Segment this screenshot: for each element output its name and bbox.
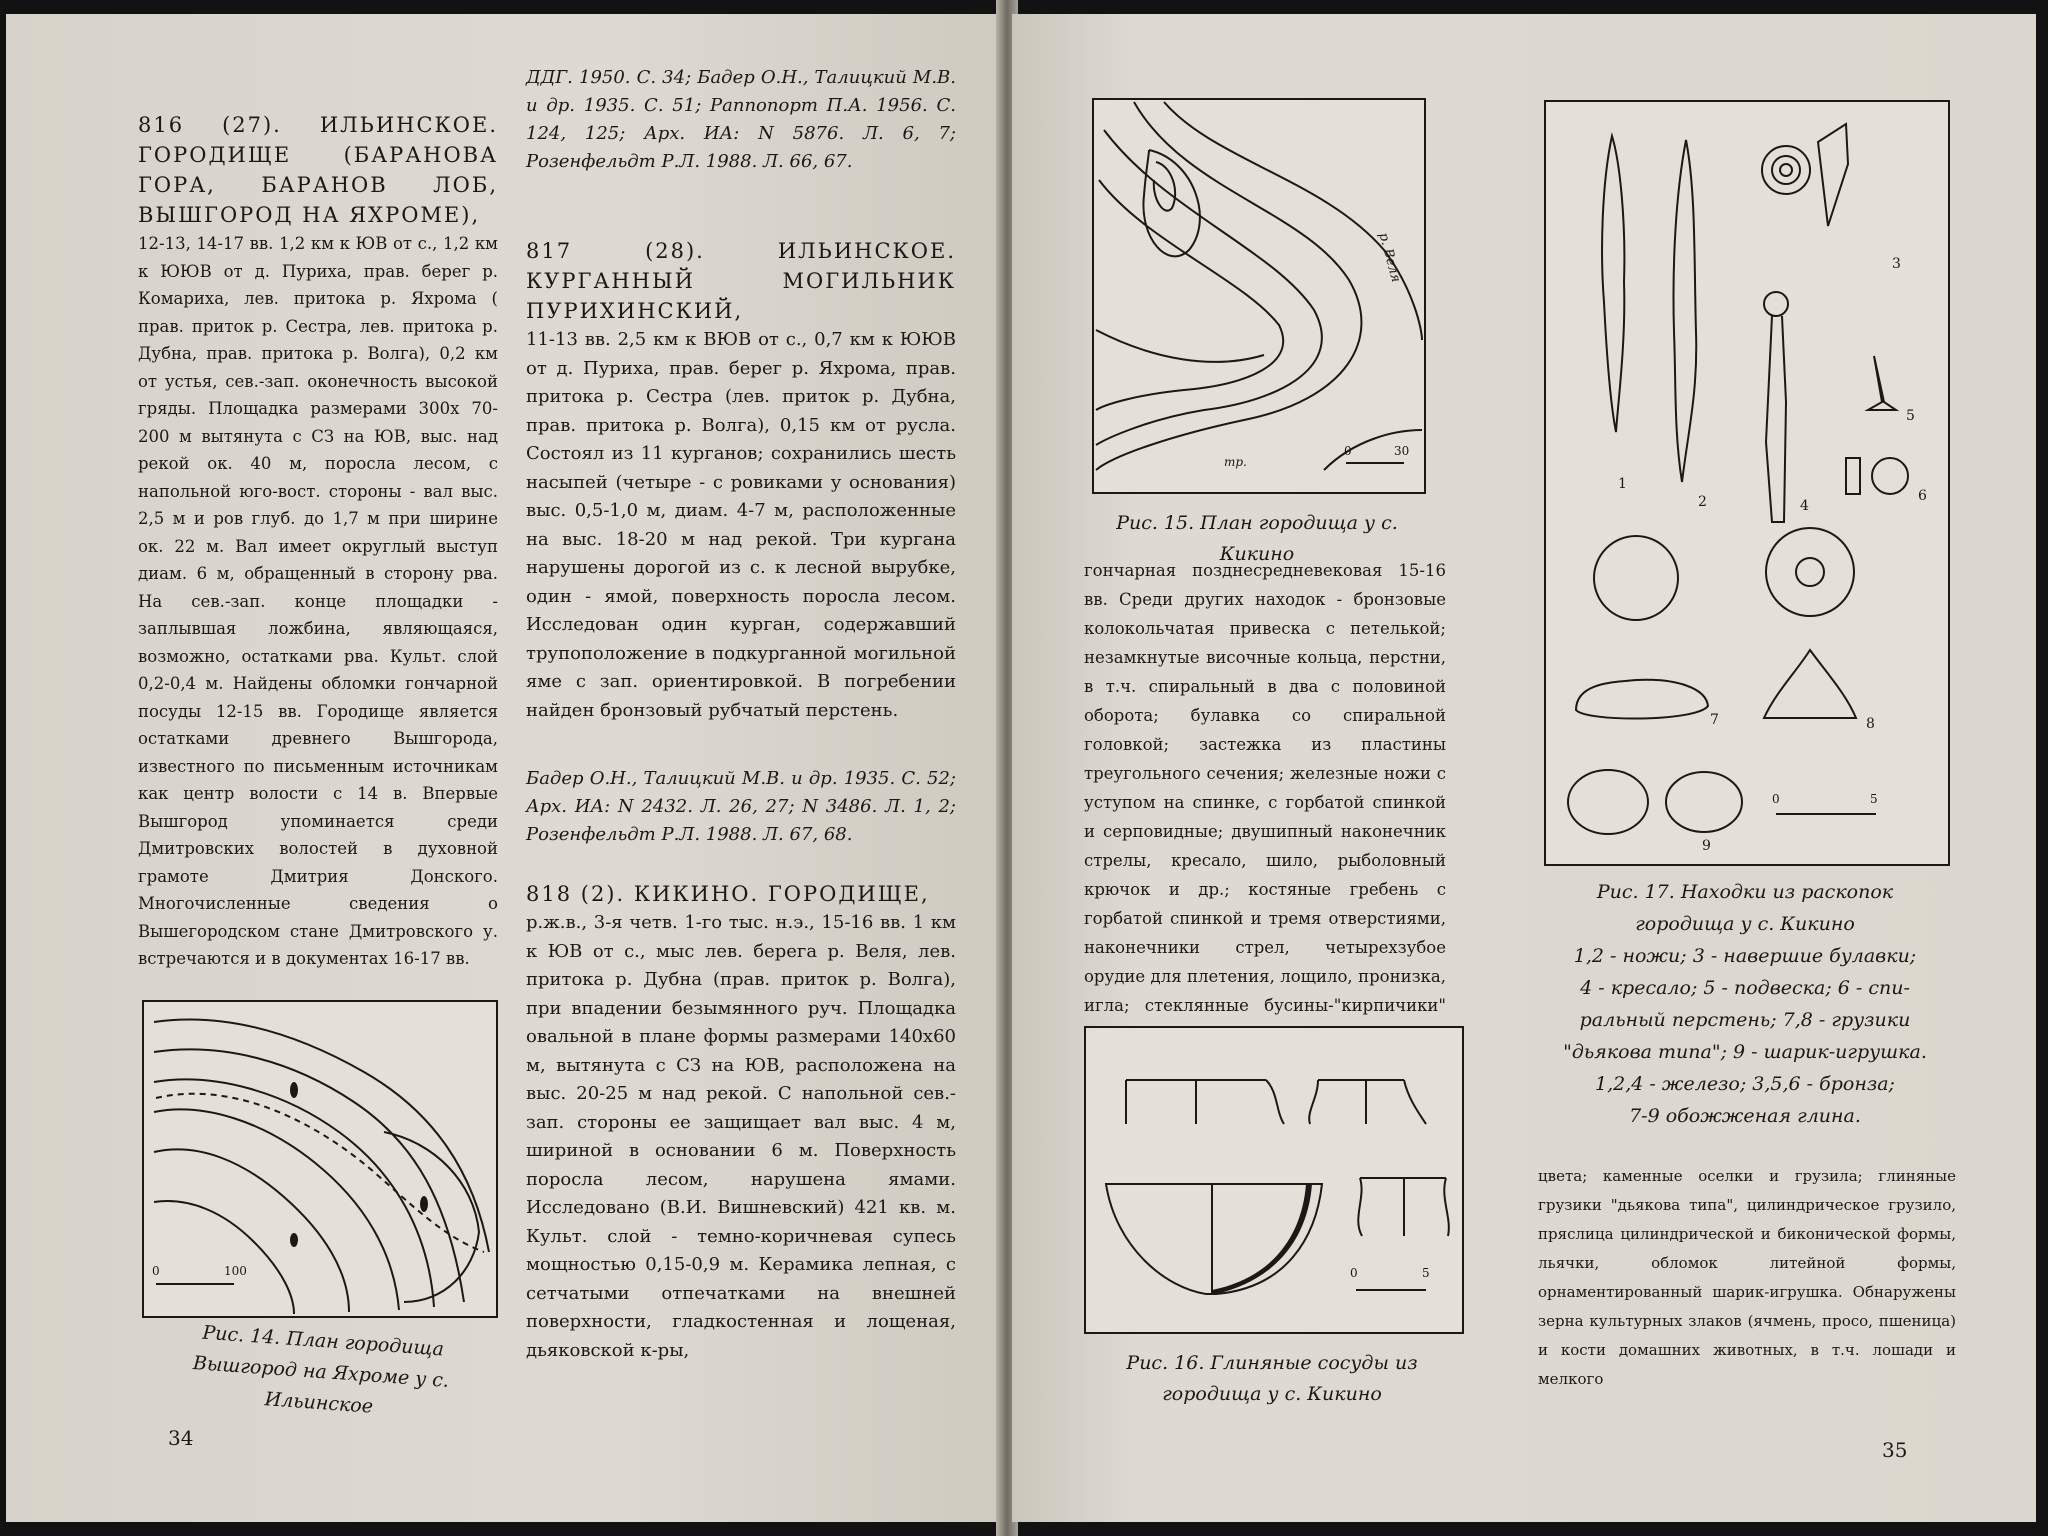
entry-818-continuation-2: цвета; каменные оселки и грузила; глиняные грузики "дьякова типа", цилиндрическое грузило, пряслица цилиндрической и биконической формы, льячки, обломок литейной формы, орнаментированный шарик-игрушка. Обнаружены зерна культурных злаков (ячмень, просо, пшеница) и кости домашних животных, в т.ч. лошади и мелкого [1538, 1167, 1956, 1388]
page-number-left: 34 [168, 1426, 194, 1450]
figure-17-number-9: 9 [1702, 838, 1711, 854]
figure-17-number-3: 3 [1892, 256, 1901, 272]
figure-16-scale-label: 5 [1422, 1266, 1430, 1280]
figure-17-scale-zero: 0 [1772, 792, 1780, 806]
figure-17-number-6: 6 [1918, 488, 1927, 504]
figure-17-caption-line: Рис. 17. Находки из раскопок [1596, 881, 1894, 903]
figure-17-number-1: 1 [1618, 476, 1627, 492]
figure-17-caption-line: 1,2 - ножи; 3 - навершие булавки; [1573, 945, 1917, 967]
figure-17-caption [1532, 876, 1958, 1132]
figure-17-scale-label: 5 [1870, 792, 1878, 806]
figure-14-plan [142, 1000, 498, 1318]
left-page [6, 14, 1006, 1522]
figure-15-scale-label: 30 [1394, 444, 1410, 458]
entry-816-heading: 816 (27). ИЛЬИНСКОЕ. ГОРОДИЩЕ (БАРАНОВА ГОРА, БАРАНОВ ЛОБ, ВЫШГОРОД НА ЯХРОМЕ), [138, 113, 498, 227]
entry-817-body: 11-13 вв. 2,5 км к ВЮВ от с., 0,7 км к ЮЮВ от д. Пуриха, прав. берег р. Яхрома, прав. притока р. Сестра (лев. приток р. Дубна, прав. притока р. Волга), 0,15 км от русла. Состоял из 11 курганов; сохранились шесть насыпей (четыре - с ровиками у основания) выс. 0,5-1,0 м, диам. 4-7 м, расположенные на выс. 18-20 м над рекой. Три кургана нарушены дорогой из с. к лесной вырубке, один - ямой, поверхность поросла лесом. Исследован один курган, содержавший трупоположение в подкурганной могильной яме с зап. ориентировкой. В погребении найден бронзовый рубчатый перстень. [526, 329, 956, 721]
figure-16-scale-zero: 0 [1350, 1266, 1358, 1280]
figure-17-number-2: 2 [1698, 494, 1707, 510]
figure-16-pottery [1084, 1026, 1464, 1334]
right-page-text-column [1084, 556, 1446, 1049]
right-column-left-page [526, 64, 956, 1365]
figure-15-plan [1092, 98, 1426, 494]
entry-816 [138, 110, 498, 973]
figure-15-scale-zero: 0 [1344, 444, 1352, 458]
figure-17-number-5: 5 [1906, 408, 1915, 424]
figure-14-contour-map [144, 1002, 496, 1316]
figure-17-caption-line: 7-9 обожженая глина. [1629, 1105, 1861, 1127]
figure-17-caption-line: 1,2,4 - железо; 3,5,6 - бронза; [1595, 1073, 1895, 1095]
figure-15-river-label: р. Веля [1375, 231, 1404, 284]
figure-17-caption-line: 4 - кресало; 5 - подвеска; 6 - спи- [1580, 977, 1910, 999]
figure-16-vessels-drawing [1086, 1028, 1462, 1332]
figure-17-number-4: 4 [1800, 498, 1809, 514]
figure-15-contour-map [1094, 100, 1424, 492]
figure-17-caption-line: ральный перстень; 7,8 - грузики [1579, 1009, 1911, 1031]
entry-816-body: 12-13, 14-17 вв. 1,2 км к ЮВ от с., 1,2 км к ЮЮВ от д. Пуриха, прав. берег р. Комариха, лев. притока р. Яхрома ( прав. приток р. Сестра, лев. притока р. Дубна, прав. притока р. Волга), 0,2 км от устья, сев.-зап. оконечность высокой гряды. Площадка размерами 300х 70-200 м вытянута с СЗ на ЮВ, выс. над рекой ок. 40 м, поросла лесом, с напольной юго-вост. стороны - вал выс. 2,5 м и ров глуб. до 1,7 м при ширине ок. 22 м. Вал имеет округлый выступ диам. 6 м, обращенный в сторону рва. На сев.-зап. конце площадки - заплывшая ложбина, являющаяся, возможно, остатками рва. Культ. слой 0,2-0,4 м. Найдены обломки гончарной посуды 12-15 вв. Городище является остатками древнего Вышгорода, известного по письменным источникам как центр волости с 14 в. Впервые Вышгород упоминается среди Дмитровских волостей в духовной грамоте Дмитрия Донского. Многочисленные сведения о Вышегородском стане Дмитровского у. встречаются и в документах 16-17 вв. [138, 234, 498, 968]
figure-17-finds [1544, 100, 1950, 866]
figure-17-number-7: 7 [1710, 712, 1719, 728]
page-number-right: 35 [1882, 1438, 1908, 1462]
figure-15-caption: Рис. 15. План городища у с. Кикино [1116, 512, 1398, 565]
figure-16-caption [1084, 1348, 1460, 1410]
entry-816-references: ДДГ. 1950. С. 34; Бадер О.Н., Талицкий М.В. и др. 1935. С. 51; Раппопорт П.А. 1956. С. 124, 125; Арх. ИА: N 5876. Л. 6, 7; Розенфельдт Р.Л. 1988. Л. 66, 67. [526, 67, 956, 172]
entry-818-continuation: гончарная позднесредневековая 15-16 вв. Среди других находок - бронзовые колокольчатая привеска с петелькой; незамкнутые височные кольца, перстни, в т.ч. спиральный в два с половиной оборота; булавка со спиральной головкой; застежка из пластины треугольного сечения; железные ножи с уступом на спинке, с горбатой спинкой и серповидные; двушипный наконечник стрелы, кресало, шило, рыболовный крючок и др.; костяные гребень с горбатой спинкой и тремя отверстиями, наконечники стрел, четырехзубое орудие для плетения, лощило, пронизка, игла; стеклянные бусины-"кирпичики" [1084, 561, 1446, 1015]
figure-14-scale-label: 100 [224, 1264, 247, 1278]
figure-17-caption-line: городища у с. Кикино [1635, 913, 1855, 935]
figure-14-scale-zero: 0 [152, 1264, 160, 1278]
figure-17-objects-drawing [1546, 102, 1948, 864]
right-page-text-column-2 [1538, 1162, 1956, 1394]
entry-818-heading: 818 (2). КИКИНО. ГОРОДИЩЕ, [526, 882, 930, 906]
figure-15-bottom-label: тр. [1224, 455, 1247, 469]
figure-16-caption-text: Рис. 16. Глиняные сосуды из городища у с. Кикино [1126, 1352, 1418, 1405]
figure-17-number-8: 8 [1866, 716, 1875, 732]
entry-817-references: Бадер О.Н., Талицкий М.В. и др. 1935. С. 52; Арх. ИА: N 2432. Л. 26, 27; N 3486. Л. 1, 2; Розенфельдт Р.Л. 1988. Л. 67, 68. [526, 768, 956, 845]
right-page [1012, 14, 2036, 1522]
entry-817-heading: 817 (28). ИЛЬИНСКОЕ. КУРГАННЫЙ МОГИЛЬНИК ПУРИХИНСКИЙ, [526, 239, 956, 323]
figure-17-caption-line: "дьякова типа"; 9 - шарик-игрушка. [1563, 1041, 1927, 1063]
figure-14-caption: Рис. 14. План городища Вышгород на Яхроме у с. Ильинское [192, 1321, 450, 1418]
entry-818-body: р.ж.в., 3-я четв. 1-го тыс. н.э., 15-16 вв. 1 км к ЮВ от с., мыс лев. берега р. Веля, лев. притока р. Дубна (прав. приток р. Волга), при впадении безымянного руч. Площадка овальной в плане формы размерами 140х60 м, вытянута с СЗ на ЮВ, расположена на выс. 20-25 м над рекой. С напольной сев.-зап. стороны ее защищает вал выс. 4 м, шириной в основании 6 м. Поверхность поросла лесом, нарушена ямами. Исследовано (В.И. Вишневский) 421 кв. м. Культ. слой - темно-коричневая супесь мощностью 0,15-0,9 м. Керамика лепная, с сетчатыми отпечатками на внешней поверхности, гладкостенная и лощеная, дьяковской к-ры, [526, 912, 956, 1361]
